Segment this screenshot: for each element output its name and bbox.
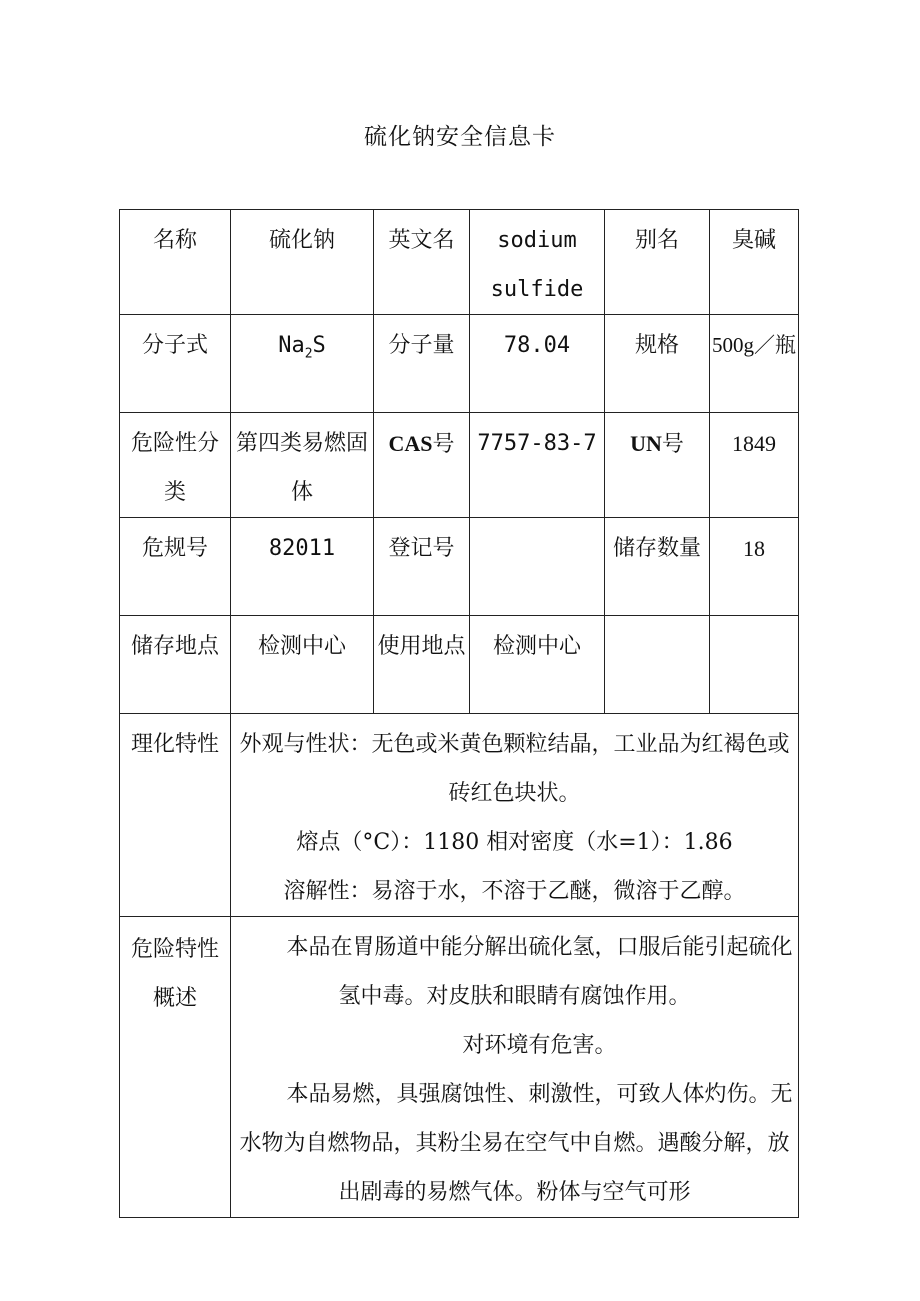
hazard-paragraph-1: 本品在胃肠道中能分解出硫化氢，口服后能引起硫化氢中毒。对皮肤和眼睛有腐蚀作用。	[286, 935, 793, 1009]
use-location-value: 检测中心	[470, 616, 605, 714]
safety-info-table	[119, 209, 799, 1218]
cas-value: 7757-83-7	[470, 413, 605, 518]
name-value: 硫化钠	[231, 210, 374, 315]
formula-main: Na	[278, 333, 305, 358]
properties-label: 理化特性	[120, 714, 231, 917]
alias-label: 别名	[605, 210, 710, 315]
properties-line-1: 外观与性状：无色或米黄色颗粒结晶，工业品为红褐色或砖红色块状。	[239, 732, 790, 806]
reg-no-label: 危规号	[120, 518, 231, 616]
record-no-label: 登记号	[374, 518, 470, 616]
english-name-line-2: sulfide	[490, 277, 584, 302]
un-label-tail: 号	[661, 432, 684, 457]
formula-tail: S	[312, 333, 326, 358]
table-row-formula	[120, 315, 799, 413]
spec-value: 500g／瓶	[710, 315, 799, 413]
table-row-classification	[120, 413, 799, 518]
hazard-label: 危险特性概述	[120, 917, 231, 1218]
english-name-label: 英文名	[374, 210, 470, 315]
un-label	[605, 413, 710, 518]
storage-qty-label: 储存数量	[605, 518, 710, 616]
page-title: 硫化钠安全信息卡	[364, 124, 556, 150]
un-label-bold: UN	[630, 431, 662, 456]
formula-subscript: 2	[304, 346, 313, 362]
un-value: 1849	[710, 413, 799, 518]
table-row-registration	[120, 518, 799, 616]
name-label: 名称	[120, 210, 231, 315]
reg-no-value: 82011	[231, 518, 374, 616]
properties-text	[231, 714, 799, 917]
molecular-weight-label: 分子量	[374, 315, 470, 413]
formula-value	[231, 315, 374, 413]
cas-label-tail: 号	[432, 432, 455, 457]
empty-cell	[605, 616, 710, 714]
spec-label: 规格	[605, 315, 710, 413]
record-no-value	[470, 518, 605, 616]
alias-value: 臭碱	[710, 210, 799, 315]
table-row-properties	[120, 714, 799, 917]
properties-line-3: 溶解性：易溶于水，不溶于乙醚，微溶于乙醇。	[283, 879, 746, 904]
hazard-text	[231, 917, 799, 1218]
properties-line-2: 熔点（°C）：1180 相对密度（水=1）：1.86	[296, 830, 733, 855]
storage-location-value: 检测中心	[231, 616, 374, 714]
storage-location-label: 储存地点	[120, 616, 231, 714]
english-name-value	[470, 210, 605, 315]
cas-label	[374, 413, 470, 518]
table-row-hazard	[120, 917, 799, 1218]
hazard-class-value: 第四类易燃固体	[231, 413, 374, 518]
table-row-location	[120, 616, 799, 714]
empty-cell	[710, 616, 799, 714]
formula-label: 分子式	[120, 315, 231, 413]
hazard-paragraph-2: 对环境有危害。	[462, 1033, 617, 1058]
english-name-line-1: sodium	[497, 228, 577, 253]
molecular-weight-value: 78.04	[470, 315, 605, 413]
storage-qty-value: 18	[710, 518, 799, 616]
use-location-label: 使用地点	[374, 616, 470, 714]
hazard-paragraph-3: 本品易燃，具强腐蚀性、刺激性，可致人体灼伤。无水物为自燃物品，其粉尘易在空气中自燃。遇酸分解，放出剧毒的易燃气体。粉体与空气可形	[239, 1082, 793, 1205]
table-row-name	[120, 210, 799, 315]
hazard-class-label: 危险性分类	[120, 413, 231, 518]
cas-label-bold: CAS	[388, 431, 433, 456]
